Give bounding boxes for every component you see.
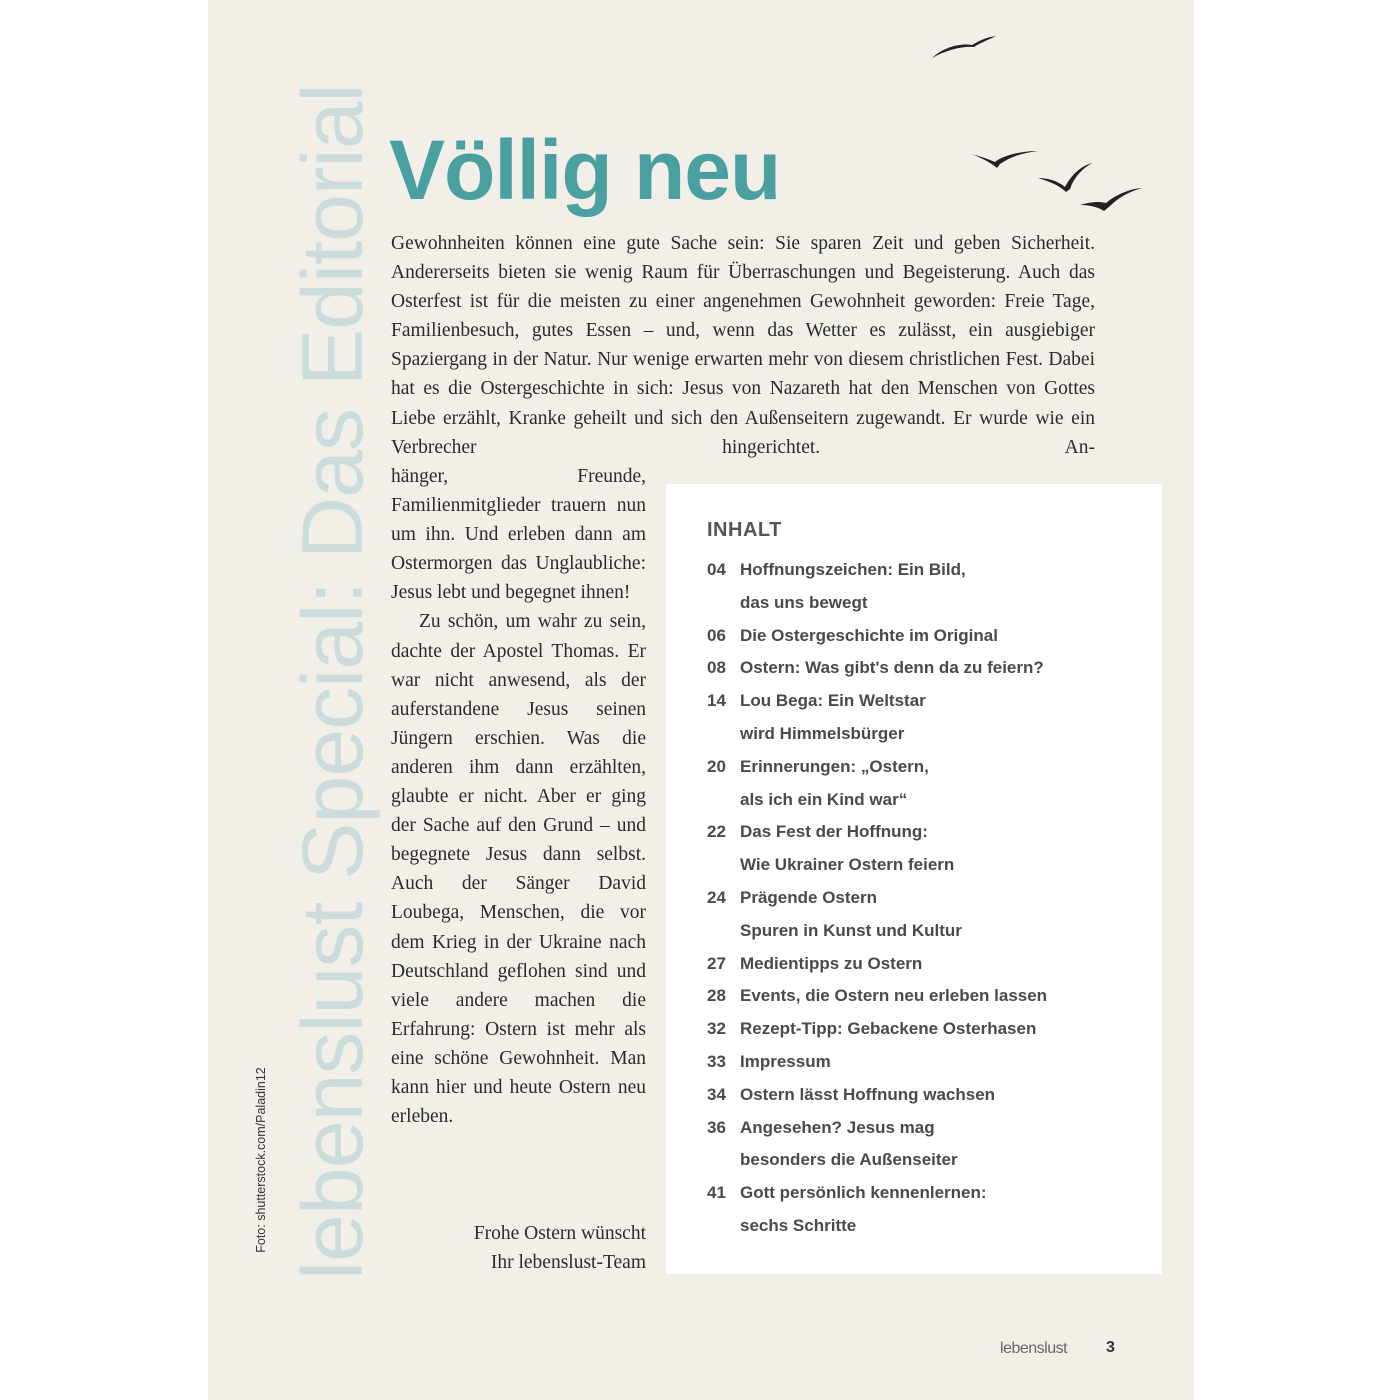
toc-entry-title: Prägende Ostern <box>740 887 877 907</box>
toc-entry-title: Rezept-Tipp: Gebackene Osterhasen <box>740 1019 1037 1039</box>
toc-entry-title: Impressum <box>740 1051 831 1071</box>
toc-page-number: 22 <box>707 822 726 842</box>
signoff-line: Ihr lebenslust-Team <box>490 1252 646 1273</box>
toc-entry[interactable] <box>707 1046 1147 1079</box>
toc-entry-title: Ostern: Was gibt's denn da zu feiern? <box>740 658 1044 678</box>
toc-page-number: 36 <box>707 1117 726 1137</box>
toc-entry-subtitle: Spuren in Kunst und Kultur <box>740 920 962 940</box>
page-headline: Völlig neu <box>389 123 781 217</box>
intro-text <box>391 229 1095 462</box>
column-paragraph: Zu schön, um wahr zu sein, dachte der Apostel Thomas. Er war nicht anwesend, als der auferstandene Jesus seinen Jüngern erschien. Was die anderen ihm dann erzählten, glaubte er nicht. Aber er ging der Sache auf den Grund – und begegnete Jesus dann selbst. Auch der Sänger David Loubega, Menschen, die vor dem Krieg in der Ukraine nach Deutschland geflohen sind und viele andere machen die Erfahrung: Ostern ist mehr als eine schöne Gewohnheit. Man kann hier und heute Ostern neu erleben. <box>391 611 646 1128</box>
intro-paragraph: Gewohnheiten können eine gute Sache sein: Sie sparen Zeit und geben Sicherheit. Andererseits bieten sie wenig Raum für Überraschungen und Begeisterung. Auch das Osterfest ist für die meisten zu einer angenehmen Gewohnheit geworden: Freie Tage, Familienbesuch, gutes Essen – und, wenn das Wetter es zulässt, ein ausgiebiger Spaziergang in der Natur. Nur wenige erwarten mehr von diesem christlichen Fest. Dabei hat es die Ostergeschichte in sich: Jesus von Nazareth hat den Menschen von Gottes Liebe erzählt, Kranke geheilt und sich den Außenseitern zugewandt. Er wurde wie ein Verbrecher hingerichtet. An- <box>391 233 1095 458</box>
toc-entry-subtitle: Wie Ukrainer Ostern feiern <box>740 855 955 875</box>
toc-entry[interactable] <box>707 980 1147 1013</box>
toc-entry-title: Medientipps zu Ostern <box>740 953 923 973</box>
bird-icon <box>932 36 996 58</box>
toc-entry[interactable] <box>707 1013 1147 1046</box>
toc-page-number: 33 <box>707 1051 726 1071</box>
toc-page-number: 32 <box>707 1019 726 1039</box>
toc-entry[interactable] <box>707 620 1147 653</box>
toc-entry[interactable] <box>707 1112 1147 1178</box>
toc-title: INHALT <box>707 519 782 541</box>
toc-entry-subtitle: wird Himmelsbürger <box>740 723 905 743</box>
toc-entry-title: Das Fest der Hoffnung: <box>740 822 928 842</box>
toc-entry[interactable] <box>707 554 1147 620</box>
birds-illustration <box>920 25 1160 225</box>
body-column <box>391 462 646 1131</box>
toc-entry-subtitle: das uns bewegt <box>740 592 868 612</box>
toc-entry-title: Ostern lässt Hoffnung wachsen <box>740 1084 996 1104</box>
toc-page-number: 04 <box>707 560 726 579</box>
toc-entry[interactable] <box>707 685 1147 751</box>
toc-page-number: 34 <box>707 1084 726 1104</box>
toc-entry-title: Lou Bega: Ein Weltstar <box>740 691 926 711</box>
toc-page-number: 08 <box>707 658 726 678</box>
toc-entry-title: Erinnerungen: „Ostern, <box>740 756 929 776</box>
toc-list <box>707 554 1147 1243</box>
bird-icon <box>1038 163 1092 192</box>
toc-entry[interactable] <box>707 816 1147 882</box>
toc-entry-title: Gott persönlich kennenlernen: <box>740 1183 987 1203</box>
toc-entry-subtitle: als ich ein Kind war“ <box>740 789 908 809</box>
signoff-line: Frohe Ostern wünscht <box>473 1223 646 1244</box>
toc-page-number: 20 <box>707 756 726 776</box>
bird-icon <box>968 151 1038 168</box>
toc-entry[interactable] <box>707 1177 1147 1243</box>
toc-entry-title: Angesehen? Jesus mag <box>740 1117 935 1137</box>
toc-page-number: 41 <box>707 1183 726 1203</box>
toc-entry[interactable] <box>707 882 1147 948</box>
toc-page-number: 27 <box>707 953 726 973</box>
toc-entry[interactable] <box>707 1079 1147 1112</box>
footer-page-number: 3 <box>1106 1339 1115 1356</box>
bird-icon <box>1080 188 1142 211</box>
toc-entry-title: Die Ostergeschichte im Original <box>740 625 998 645</box>
photo-credit: Foto: shutterstock.com/Paladin12 <box>254 1067 268 1253</box>
toc-entry[interactable] <box>707 948 1147 981</box>
toc-page-number: 28 <box>707 986 726 1006</box>
toc-page-number: 06 <box>707 625 726 645</box>
toc-entry-subtitle: sechs Schritte <box>740 1215 857 1235</box>
toc-page-number: 14 <box>707 691 726 711</box>
toc-entry[interactable] <box>707 652 1147 685</box>
footer-magazine-name: lebenslust <box>1000 1340 1068 1357</box>
signoff <box>391 1219 646 1277</box>
toc-page-number: 24 <box>707 887 726 907</box>
toc-entry-title: Events, die Ostern neu erleben lassen <box>740 986 1048 1006</box>
vertical-section-title: lebenslust Special: Das Editorial <box>285 84 381 1280</box>
column-paragraph: hänger, Freunde, Familienmitglieder trauern nun um ihn. Und erleben dann am Ostermorgen das Unglaubliche: Jesus lebt und begegnet ihnen! <box>391 466 646 604</box>
toc-entry[interactable] <box>707 751 1147 817</box>
toc-entry-subtitle: besonders die Außenseiter <box>740 1150 958 1170</box>
toc-entry-title: Hoffnungszeichen: Ein Bild, <box>740 560 966 579</box>
